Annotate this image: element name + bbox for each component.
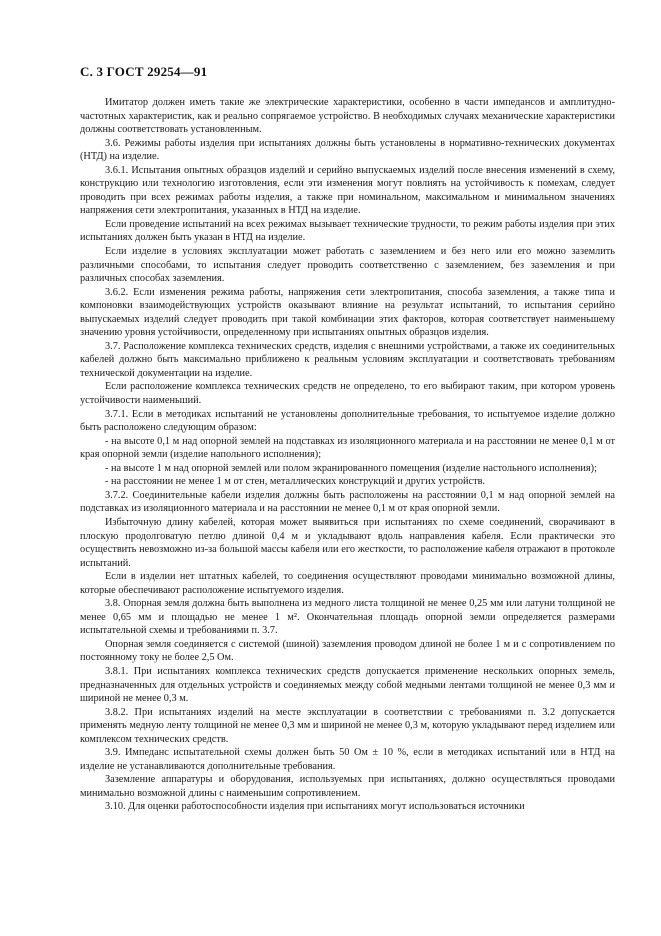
paragraph-simulator: Имитатор должен иметь такие же электрические характеристики, особенно в части импедансов и амплитудно-частотных характеристик, как и реально сопрягаемое устройство. В необходимых случаях механические характеристики должны соответствовать установленным. — [80, 97, 615, 136]
paragraph-3-6-1: 3.6.1. Испытания опытных образцов изделий и серийно выпускаемых изделий после внесения изменений в схему, конструкцию или технологию изготовления, если эти изменения могут повлиять на устойчивость к помехам, следует проводить при всех режимах работы изделия, а также при номинальном, максимальном и минимальном значениях напряжения сети электропитания, указанных в НТД на изделие. — [80, 164, 615, 217]
page-header: С. 3 ГОСТ 29254—91 — [80, 64, 208, 79]
paragraph-cable-length: Избыточную длину кабелей, которая может выявиться при испытаниях по схеме соединений, сворачивают в плоскую продолговатую петлю длиной 0,4 м и укладывают вдоль направления кабеля. Если практически это осуществить невозможно из-за большой массы кабеля или его жесткости, то расположение кабеля отражают в протоколе испытаний. — [80, 516, 615, 569]
paragraph-ground-connection: Опорная земля соединяется с системой (шиной) заземления проводом длиной не более 1 м и с сопротивлением по постоянному току не более 2,5 Ом. — [80, 638, 615, 664]
paragraph-3-8-2: 3.8.2. При испытаниях изделий на месте эксплуатации в соответствии с требованиями п. 3.2 допускается применять медную ленту толщиной не менее 0,3 мм и шириной не менее 0,3 м, которую укладывают перед изделием или комплексом технических средств. — [80, 706, 615, 745]
list-item-table: - на высоте 1 м над опорной землей или полом экранированного помещения (изделие настольного исполнения); — [105, 462, 597, 474]
paragraph-3-7-1: 3.7.1. Если в методиках испытаний не установлены дополнительные требования, то испытуемое изделие должно быть расположено следующим образом: — [80, 408, 615, 434]
paragraph-3-10: 3.10. Для оценки работоспособности изделия при испытаниях могут использоваться источники — [105, 801, 525, 813]
document-body — [80, 96, 615, 814]
paragraph-3-8-1: 3.8.1. При испытаниях комплекса технических средств допускается применение нескольких опорных земель, предназначенных для отдельных устройств и соединяемых между собой медными лентами толщиной не менее 0,3 мм и шириной не менее 0,3 м. — [80, 665, 615, 705]
paragraph-equipment-grounding: Заземление аппаратуры и оборудования, используемых при испытаниях, должно осуществляться проводами минимально возможной длины с наименьшим сопротивлением. — [80, 774, 615, 799]
paragraph-3-6: 3.6. Режимы работы изделия при испытаниях должны быть установлены в нормативно-технических документах (НТД) на изделие. — [80, 137, 615, 163]
paragraph-grounding: Если изделие в условиях эксплуатации может работать с заземлением и без него или его можно заземлить различными способами, то испытания следует проводить соответственно с заземлением, без заземления и при различных способах заземления. — [80, 246, 615, 285]
list-item-walls: - на расстоянии не менее 1 м от стен, металлических конструкций и других устройств. — [105, 476, 486, 488]
paragraph-placement: Если расположение комплекса технических средств не определено, то его выбирают таким, при котором уровень устойчивости наименьший. — [80, 381, 615, 407]
paragraph-3-7: 3.7. Расположение комплекса технических средств, изделия с внешними устройствами, а также их соединительных кабелей должно быть максимально приближено к реальным условиям эксплуатации и соответствовать требованиям технической документации на изделие. — [80, 340, 615, 379]
paragraph-3-7-2: 3.7.2. Соединительные кабели изделия должны быть расположены на расстоянии 0,1 м над опорной землей на подставках из изоляционного материала и на расстоянии не менее 0,1 м от края опорной земли. — [80, 489, 615, 515]
paragraph-test-modes: Если проведение испытаний на всех режимах вызывает технические трудности, то режим работы изделия при этих испытаниях должен быть указан в НТД на изделие. — [80, 218, 615, 244]
paragraph-3-6-2: 3.6.2. Если изменения режима работы, напряжения сети электропитания, способа заземления, а также типа и компоновки взаимодействующих устройств оказывают влияние на результат испытаний, то испытания серийно выпускаемых изделий следует проводить при такой комбинации этих факторов, которая соответствует наименьшему значению уровня устойчивости, определенному при испытаниях опытных образцов изделия. — [80, 286, 615, 339]
paragraph-no-cables: Если в изделии нет штатных кабелей, то соединения осуществляют проводами минимально возможной длины, которые обеспечивают расположение испытуемого изделия. — [80, 571, 615, 596]
paragraph-3-8: 3.8. Опорная земля должна быть выполнена из медного листа толщиной не менее 0,25 мм или латуни толщиной не менее 0,65 мм и площадью не менее 1 м². Окончательная площадь опорной земли определяется размерами испытательной схемы и требованиями п. 3.7. — [80, 598, 615, 637]
paragraph-3-9: 3.9. Импеданс испытательной схемы должен быть 50 Ом ± 10 %, если в методиках испытаний или в НТД на изделие не устанавливаются дополнительные требования. — [80, 747, 615, 772]
list-item-floor: - на высоте 0,1 м над опорной землей на подставках из изоляционного материала и на расстоянии не менее 0,1 м от края опорной земли (изделие напольного исполнения); — [80, 435, 615, 461]
